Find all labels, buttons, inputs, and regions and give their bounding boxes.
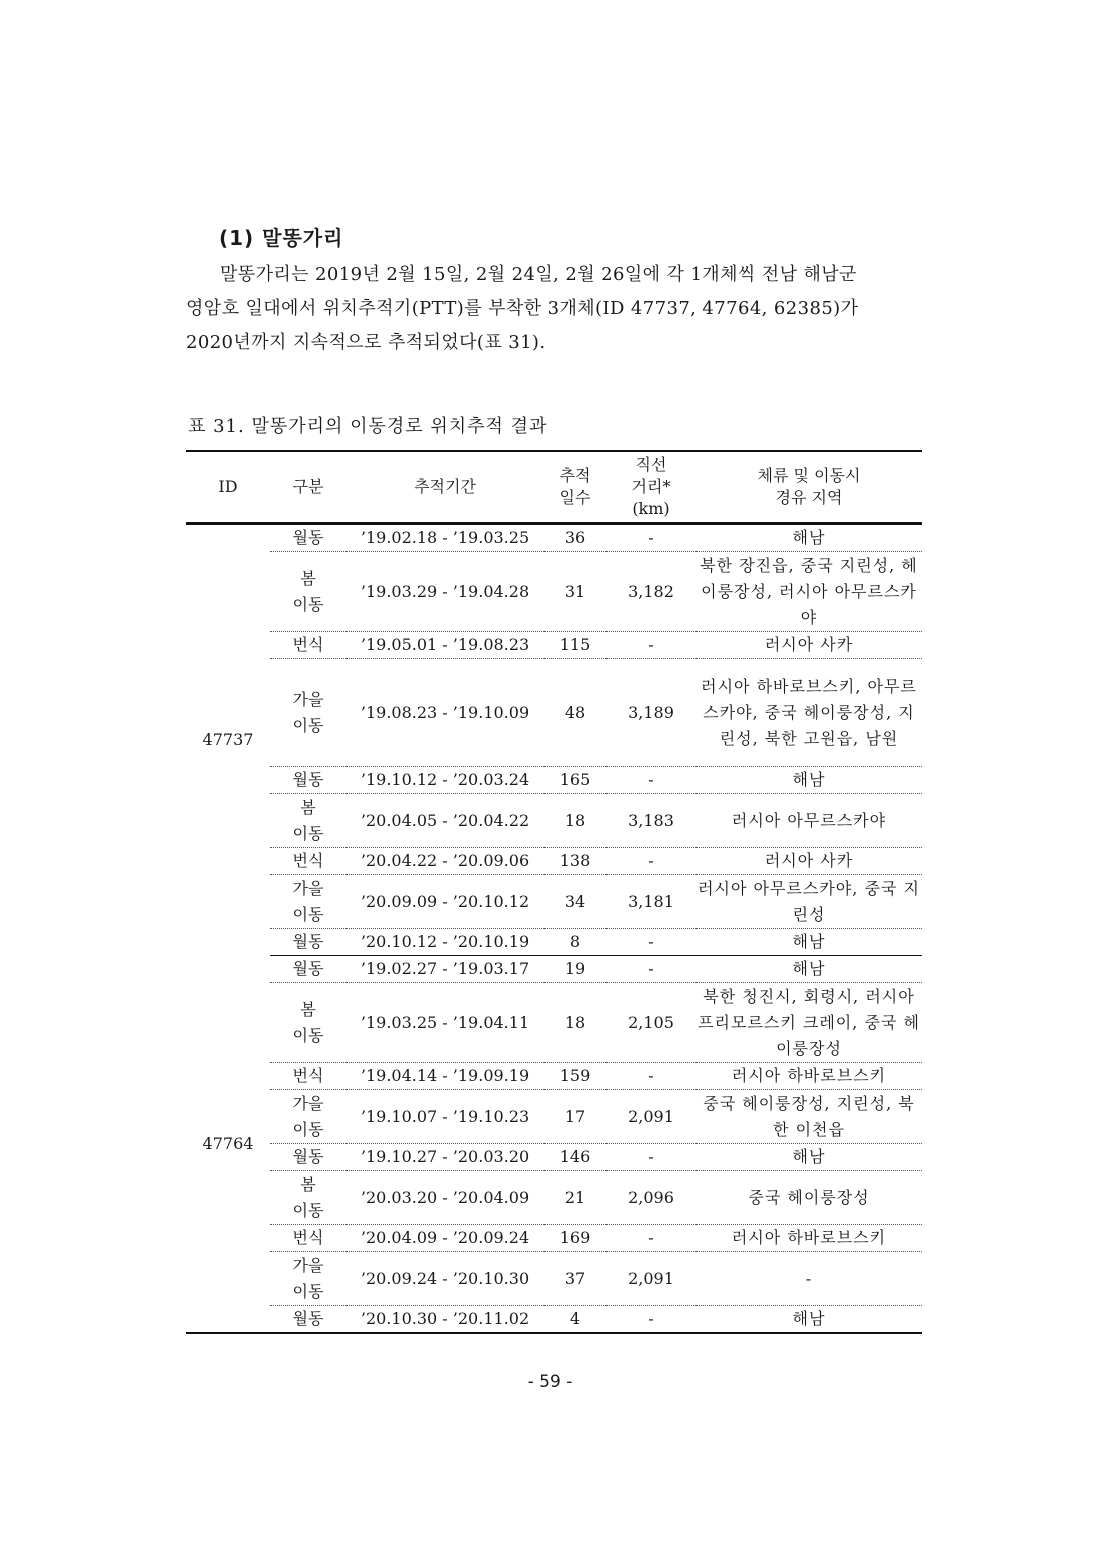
region-cell: 러시아 사카 [696,632,922,659]
days-cell: 18 [544,983,606,1063]
distance-cell: - [606,956,696,983]
header-region: 체류 및 이동시 경유 지역 [696,451,922,524]
table-row [186,983,922,1063]
distance-cell: 2,091 [606,1090,696,1144]
period-cell: ’20.03.20 - ’20.04.09 [346,1171,544,1225]
region-cell: 중국 헤이룽장성 [696,1171,922,1225]
table-row [186,794,922,848]
table-row [186,875,922,929]
period-cell: ’20.09.24 - ’20.10.30 [346,1252,544,1306]
category-cell: 월동 [292,1309,324,1328]
id-cell: 47764 [202,1133,254,1153]
category-cell: 월동 [270,1144,346,1171]
days-cell: 146 [544,1144,606,1171]
distance-cell: 2,105 [606,983,696,1063]
days-cell: 4 [569,1309,581,1328]
distance-cell: - [606,1225,696,1252]
category-cell: 월동 [270,767,346,794]
category-cell: 번식 [270,848,346,875]
period-cell: ’20.10.30 - ’20.11.02 [360,1309,530,1328]
id-cell: 47737 [202,730,254,750]
days-cell: 19 [544,956,606,983]
distance-cell: - [606,1063,696,1090]
header-days: 추적 일수 [544,451,606,524]
period-cell: ’20.04.05 - ’20.04.22 [346,794,544,848]
period-cell: ’19.08.23 - ’19.10.09 [346,659,544,767]
period-cell: ’19.03.25 - ’19.04.11 [346,983,544,1063]
distance-cell: 3,182 [606,552,696,632]
table-row [186,1306,922,1334]
distance-cell: - [648,1309,654,1328]
table-header-row [186,451,922,524]
table-row [186,1171,922,1225]
category-cell: 봄 이동 [270,552,346,632]
table-row [186,552,922,632]
category-cell: 가을 이동 [270,875,346,929]
paragraph-line: 2020년까지 지속적으로 추적되었다(표 31). [186,332,546,353]
category-cell: 월동 [270,956,346,983]
days-cell: 34 [544,875,606,929]
period-cell: ’19.02.27 - ’19.03.17 [346,956,544,983]
category-cell: 월동 [270,929,346,956]
period-cell: ’19.04.14 - ’19.09.19 [346,1063,544,1090]
body-paragraph [186,258,926,360]
region-cell: 해남 [696,1144,922,1171]
days-cell: 165 [544,767,606,794]
region-cell: 해남 [696,956,922,983]
region-cell: - [696,1252,922,1306]
header-category: 구분 [270,451,346,524]
distance-cell: 3,189 [606,659,696,767]
days-cell: 37 [544,1252,606,1306]
category-cell: 번식 [270,1225,346,1252]
category-cell: 번식 [270,1063,346,1090]
distance-cell: 2,091 [606,1252,696,1306]
page-number: - 59 - [527,1372,573,1392]
days-cell: 115 [544,632,606,659]
region-cell: 러시아 아무르스카야, 중국 지린성 [696,875,922,929]
category-cell: 봄 이동 [270,983,346,1063]
category-cell: 봄 이동 [270,794,346,848]
distance-cell: - [606,929,696,956]
days-cell: 169 [544,1225,606,1252]
region-cell: 북한 청진시, 회령시, 러시아 프리모르스키 크레이, 중국 헤이룽장성 [696,983,922,1063]
period-cell: ’19.10.07 - ’19.10.23 [346,1090,544,1144]
paragraph-line: 말똥가리는 2019년 2월 15일, 2월 24일, 2월 26일에 각 1개체씩 전남 해남군 [220,264,857,285]
period-cell: ’19.03.29 - ’19.04.28 [346,552,544,632]
category-cell: 가을 이동 [270,659,346,767]
table-row [186,632,922,659]
period-cell: ’20.10.12 - ’20.10.19 [346,929,544,956]
period-cell: ’19.10.27 - ’20.03.20 [346,1144,544,1171]
period-cell: ’20.04.09 - ’20.09.24 [346,1225,544,1252]
region-cell: 러시아 사카 [696,848,922,875]
region-cell: 중국 헤이룽장성, 지린성, 북한 이천읍 [696,1090,922,1144]
table-row [186,1252,922,1306]
period-cell: ’19.10.12 - ’20.03.24 [346,767,544,794]
category-cell: 가을 이동 [270,1252,346,1306]
table-row [186,1144,922,1171]
distance-cell: - [606,524,696,552]
days-cell: 18 [544,794,606,848]
distance-cell: - [606,848,696,875]
table-row [186,1090,922,1144]
region-cell: 해남 [696,524,922,552]
table-row [186,767,922,794]
days-cell: 31 [544,552,606,632]
region-cell: 북한 장진읍, 중국 지린성, 헤이룽장성, 러시아 아무르스카야 [696,552,922,632]
table-row [186,1063,922,1090]
table-row [186,929,922,956]
period-cell: ’19.02.18 - ’19.03.25 [346,524,544,552]
days-cell: 48 [544,659,606,767]
region-cell: 해남 [696,767,922,794]
region-cell: 해남 [792,1309,826,1328]
category-cell: 봄 이동 [270,1171,346,1225]
distance-cell: 3,183 [606,794,696,848]
header-distance: 직선 거리* (km) [606,451,696,524]
distance-cell: - [606,1144,696,1171]
region-cell: 러시아 하바로브스키, 아무르스카야, 중국 헤이룽장성, 지린성, 북한 고원읍, 남원 [696,659,922,767]
distance-cell: 3,181 [606,875,696,929]
days-cell: 8 [544,929,606,956]
tracking-results-table [186,450,922,1334]
category-cell: 월동 [270,524,346,552]
days-cell: 36 [544,524,606,552]
region-cell: 해남 [696,929,922,956]
period-cell: ’20.04.22 - ’20.09.06 [346,848,544,875]
category-cell: 가을 이동 [270,1090,346,1144]
region-cell: 러시아 아무르스카야 [696,794,922,848]
period-cell: ’19.05.01 - ’19.08.23 [346,632,544,659]
region-cell: 러시아 하바로브스키 [696,1225,922,1252]
category-cell: 번식 [270,632,346,659]
period-cell: ’20.09.09 - ’20.10.12 [346,875,544,929]
days-cell: 17 [544,1090,606,1144]
table-row [186,524,922,552]
header-period: 추적기간 [346,451,544,524]
days-cell: 159 [544,1063,606,1090]
table-caption: 표 31. 말똥가리의 이동경로 위치추적 결과 [188,416,548,437]
table-body [186,524,922,1334]
region-cell: 러시아 하바로브스키 [696,1063,922,1090]
table-row [186,659,922,767]
table-row [186,956,922,983]
section-heading: (1) 말똥가리 [219,226,344,250]
distance-cell: - [606,632,696,659]
paragraph-line: 영암호 일대에서 위치추적기(PTT)를 부착한 3개체(ID 47737, 47764, 62385)가 [186,298,859,319]
table-row [186,848,922,875]
days-cell: 138 [544,848,606,875]
distance-cell: 2,096 [606,1171,696,1225]
table-row [186,1225,922,1252]
days-cell: 21 [544,1171,606,1225]
header-id: ID [186,451,270,524]
distance-cell: - [606,767,696,794]
